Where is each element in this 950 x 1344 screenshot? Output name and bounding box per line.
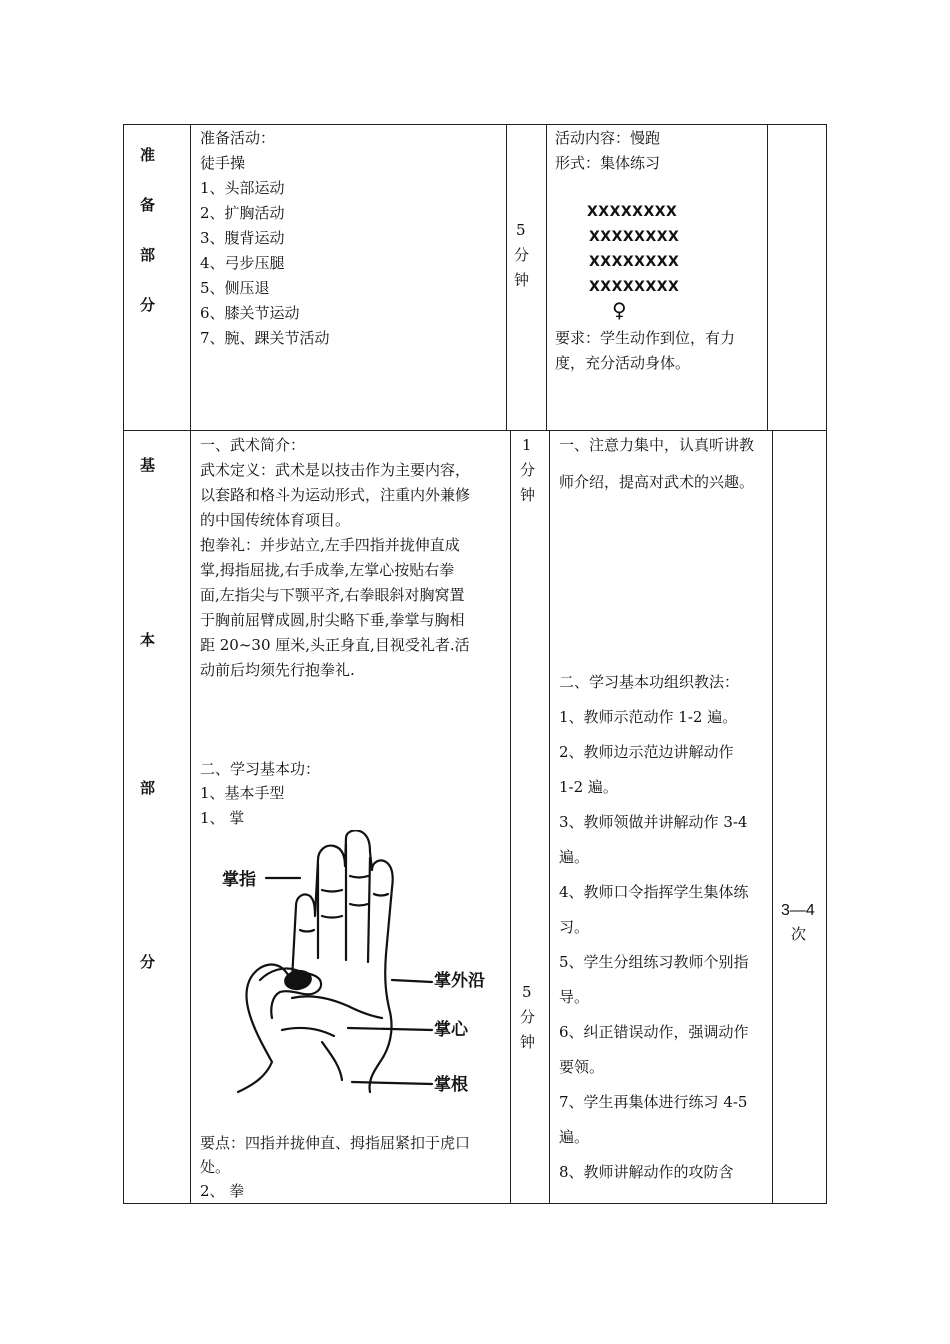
diagram-label-root: 掌根 — [434, 1075, 468, 1095]
time-char: 分 — [514, 246, 530, 264]
section-char: 本 — [140, 631, 156, 649]
text-line: 5、侧压退 — [200, 279, 270, 297]
formation-row: XXXXXXXX — [587, 204, 678, 220]
text-line: 于胸前屈臂成圆,肘尖略下垂,拳掌与胸相 — [200, 611, 465, 629]
text-line: 4、弓步压腿 — [200, 254, 285, 272]
diagram-label-center: 掌心 — [434, 1020, 468, 1040]
formation-row: XXXXXXXX — [589, 229, 680, 245]
text-line: 师介绍，提高对武术的兴趣。 — [559, 473, 755, 491]
intro-title: 一、武术简介： — [200, 436, 306, 454]
text-line: 6、膝关节运动 — [200, 304, 300, 322]
text-line: 5、学生分组练习教师个别指 — [559, 953, 749, 971]
text-line: 遍。 — [559, 1128, 590, 1146]
text-line: 徒手操 — [200, 154, 246, 172]
text-line: 二、学习基本功： — [200, 760, 321, 778]
text-line: 二、学习基本功组织教法： — [559, 673, 740, 691]
text-line: 武术定义：武术是以技击作为主要内容， — [200, 461, 471, 479]
text-line: 度，充分活动身体。 — [555, 354, 691, 372]
time-char: 钟 — [520, 1033, 536, 1051]
text-line: 2、教师边示范边讲解动作 — [559, 743, 734, 761]
time-char: 钟 — [514, 271, 530, 289]
text-line: 3、教师领做并讲解动作 3-4 — [559, 813, 748, 831]
text-line: 要点：四指并拢伸直、拇指屈紧扣于虎口 — [200, 1134, 471, 1152]
text-line: 1、基本手型 — [200, 784, 285, 802]
text-line: 面,左指尖与下颚平齐,右拳眼斜对胸窝置 — [200, 586, 465, 604]
text-line: 4、教师口令指挥学生集体练 — [559, 883, 749, 901]
teacher-symbol-icon: ♀ — [612, 298, 627, 322]
section-char: 部 — [140, 779, 156, 797]
text-line: 掌,拇指屈拢,右手成拳,左掌心按贴右拳 — [200, 561, 455, 579]
text-line: 动前后均须先行抱拳礼. — [200, 661, 355, 679]
text-line: 2、扩胸活动 — [200, 204, 285, 222]
time-char: 分 — [520, 1008, 536, 1026]
text-line: 1、 掌 — [200, 809, 245, 827]
text-line: 形式：集体练习 — [555, 154, 661, 172]
time-char: 1 — [522, 436, 532, 454]
time-char: 钟 — [520, 486, 536, 504]
text-line: 距 20~30 厘米,头正身直,目视受礼者.活 — [200, 636, 470, 654]
text-line: 的中国传统体育项目。 — [200, 511, 351, 529]
reps-unit: 次 — [791, 925, 807, 943]
diagram-label-finger: 掌指 — [222, 870, 256, 890]
section-char: 分 — [140, 296, 156, 314]
text-line: 习。 — [559, 918, 590, 936]
text-line: 以套路和格斗为运动形式，注重内外兼修 — [200, 486, 471, 504]
text-line: 6、纠正错误动作，强调动作 — [559, 1023, 749, 1041]
text-line: 3、腹背运动 — [200, 229, 285, 247]
text-line: 处。 — [200, 1158, 231, 1176]
text-line: 7、腕、踝关节活动 — [200, 329, 330, 347]
diagram-label-outer-edge: 掌外沿 — [434, 971, 485, 991]
text-line: 一、注意力集中，认真听讲教 — [559, 436, 755, 454]
text-line: 抱拳礼：并步站立,左手四指并拢伸直成 — [200, 536, 460, 554]
time-char: 5 — [522, 983, 532, 1001]
reps-count: 3—4 — [781, 902, 815, 919]
section-char: 备 — [140, 196, 156, 214]
section-char: 分 — [140, 953, 156, 971]
text-line: 活动内容：慢跑 — [555, 129, 661, 147]
section-char: 部 — [140, 246, 156, 264]
text-line: 1-2 遍。 — [559, 778, 618, 796]
text-line: 7、学生再集体进行练习 4-5 — [559, 1093, 748, 1111]
text-line: 遍。 — [559, 848, 590, 866]
text-line: 8、教师讲解动作的攻防含 — [559, 1163, 734, 1181]
text-line: 要领。 — [559, 1058, 605, 1076]
section-char: 准 — [140, 146, 156, 164]
formation-row: XXXXXXXX — [589, 279, 680, 295]
time-char: 5 — [516, 221, 526, 239]
palm-diagram — [200, 830, 500, 1105]
text-line: 准备活动： — [200, 129, 276, 147]
section-char: 基 — [140, 456, 156, 474]
text-line: 导。 — [559, 988, 590, 1006]
text-line: 1、教师示范动作 1-2 遍。 — [559, 708, 738, 726]
text-line: 要求：学生动作到位，有力 — [555, 329, 736, 347]
time-char: 分 — [520, 461, 536, 479]
text-line: 2、 拳 — [200, 1182, 245, 1200]
formation-row: XXXXXXXX — [589, 254, 680, 270]
text-line: 1、头部运动 — [200, 179, 285, 197]
